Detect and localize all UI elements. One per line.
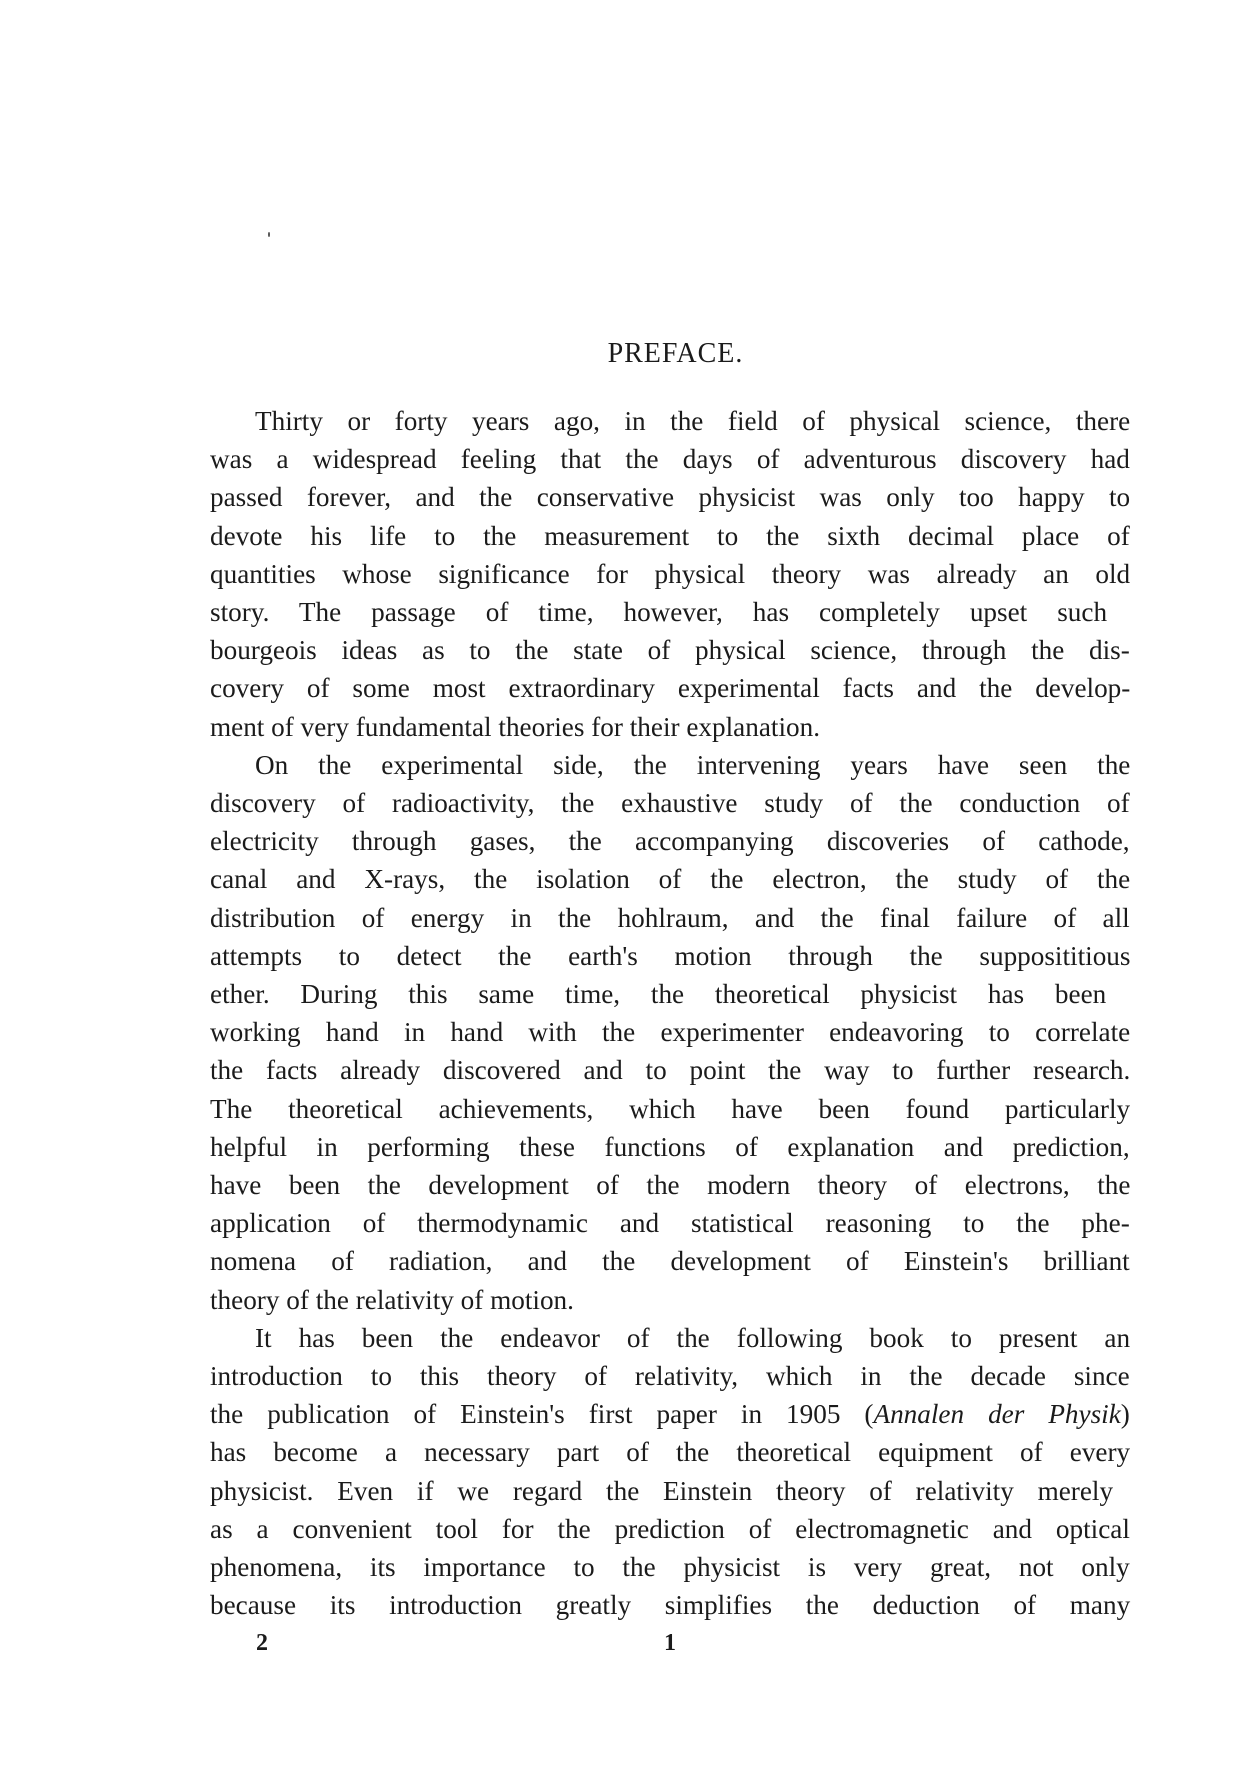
page-heading: PREFACE. [607,338,744,369]
text-line: passed forever, and the conservative physicist was only too happy to [210,482,1131,513]
text-line: the facts already discovered and to point the way to further research. [210,1055,1131,1086]
text-line: nomena of radiation, and the development of Einstein's brilliant [210,1246,1130,1277]
text-line-with-citation [210,1395,1130,1433]
text-line: theory of the relativity of motion. [210,1284,574,1315]
paragraph-1 [210,402,1130,746]
text-line: The theoretical achievements, which have been found particularly [210,1093,1131,1124]
paragraph-2 [210,746,1130,1319]
text-line: introduction to this theory of relativity, which in the decade since [210,1361,1130,1392]
text-line: phenomena, its importance to the physicist is very great, not only [210,1552,1130,1583]
journal-citation: Annalen der Physik [873,1399,1121,1430]
text-line: Thirty or forty years ago, in the field of physical science, there [255,406,1131,436]
text-line: has become a necessary part of the theoretical equipment of every [210,1437,1131,1468]
text-line: On the experimental side, the intervening years have seen the [255,749,1131,780]
text-line: have been the development of the modern theory of electrons, the [210,1170,1131,1201]
text-line: ether. During this same time, the theoretical physicist has been [210,979,1107,1010]
text-line: was a widespread feeling that the days of adventurous discovery had [210,444,1130,475]
paragraph-3 [210,1319,1130,1625]
text-line: physicist. Even if we regard the Einstein theory of relativity merely [210,1475,1114,1506]
signature-mark: 2 [256,1630,268,1656]
text-line: as a convenient tool for the prediction of electromagnetic and optical [210,1513,1130,1544]
text-line: distribution of energy in the hohlraum, and the final failure of all [210,902,1130,933]
text-line: working hand in hand with the experimenter endeavoring to correlate [210,1017,1131,1048]
text-line: application of thermodynamic and statistical reasoning to the phe- [210,1208,1130,1239]
text-line: story. The passage of time, however, has completely upset such [210,597,1108,628]
text-line: covery of some most extraordinary experimental facts and the develop- [210,673,1131,704]
text-line: It has been the endeavor of the following book to present an [255,1322,1131,1353]
scan-speck [268,232,270,237]
text-fragment: ) [1120,1399,1130,1430]
text-fragment: the publication of Einstein's first paper in 1905 ( [210,1399,874,1430]
preface-body [210,402,1130,1625]
text-line: attempts to detect the earth's motion through the supposititious [210,940,1131,971]
text-line: helpful in performing these functions of explanation and prediction, [210,1131,1130,1162]
text-line: quantities whose significance for physical theory was already an old [210,558,1131,589]
text-line: because its introduction greatly simplifies the deduction of many [210,1590,1131,1621]
text-line: canal and X-rays, the isolation of the electron, the study of the [210,864,1131,895]
text-line: ment of very fundamental theories for their explanation. [210,711,820,742]
text-line: discovery of radioactivity, the exhaustive study of the conduction of [210,788,1130,819]
text-line: electricity through gases, the accompanying discoveries of cathode, [210,826,1130,857]
text-line: bourgeois ideas as to the state of physical science, through the dis- [210,635,1130,666]
page-number: 1 [664,1630,676,1656]
text-line: devote his life to the measurement to the sixth decimal place of [210,520,1130,551]
